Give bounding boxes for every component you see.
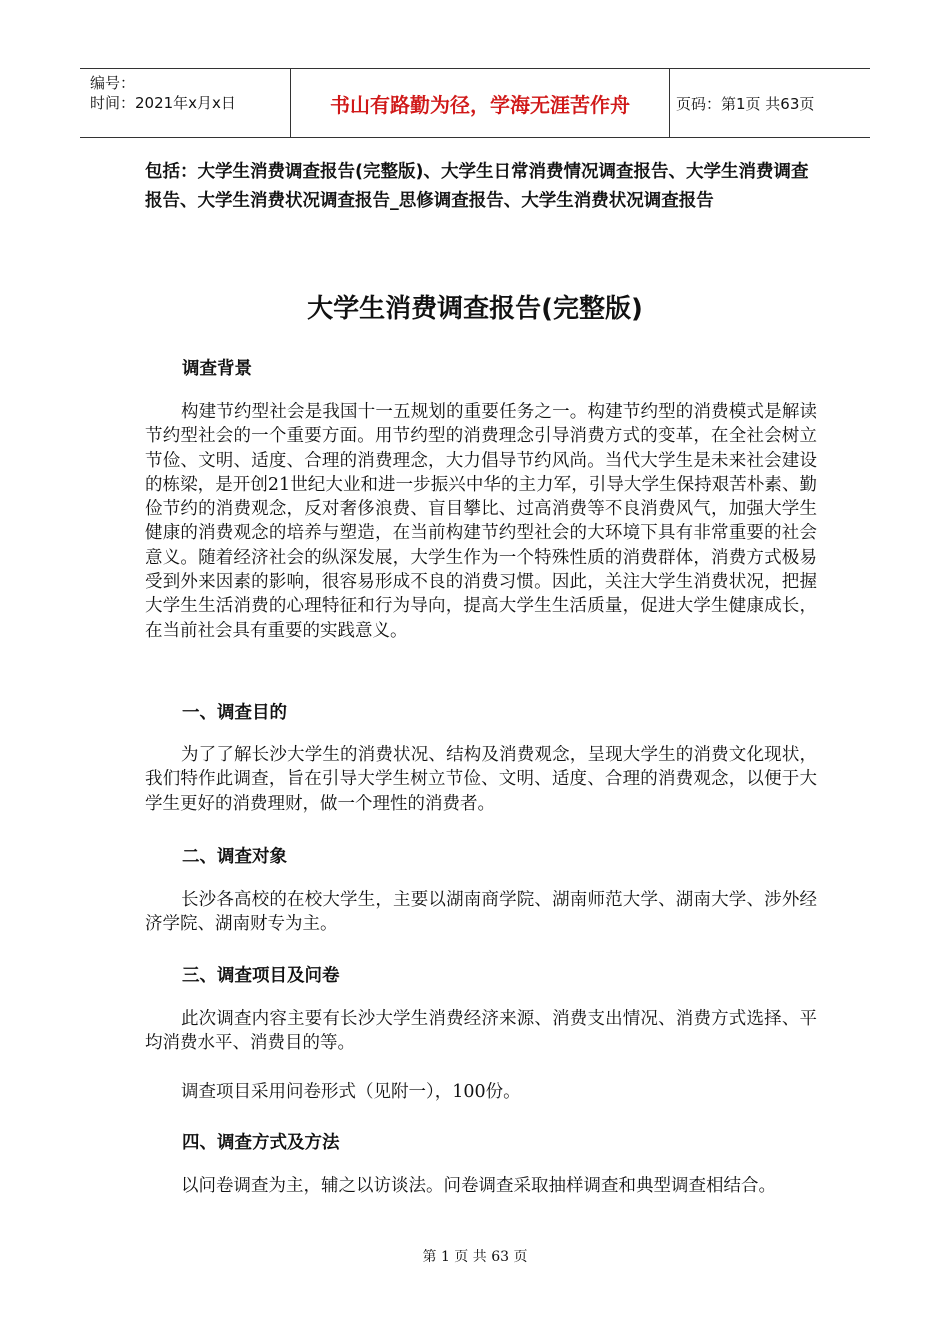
paragraph-background: 构建节约型社会是我国十一五规划的重要任务之一。构建节约型的消费模式是解读节约型社会的一个重要方面。用节约型的消费理念引导消费方式的变革，在全社会树立节俭、文明、适度、合理的消费理念，大力倡导节约风尚。当代大学生是未来社会建设的栋梁，是开创21世纪大业和进一步振兴中华的主力军，引导大学生保持艰苦朴素、勤俭节约的消费观念，反对奢侈浪费、盲目攀比、过高消费等不良消费风气，加强大学生健康的消费观念的培养与塑造，在当前构建节约型社会的大环境下具有非常重要的社会意义。随着经济社会的纵深发展，大学生作为一个特殊性质的消费群体，消费方式极易受到外来因素的影响，很容易形成不良的消费习惯。因此，关注大学生消费状况，把握大学生生活消费的心理特征和行为导向，提高大学生生活质量，促进大学生健康成长，在当前社会具有重要的实践意义。 [145, 402, 817, 641]
section-heading-method: 四、调查方式及方法 [182, 1133, 340, 1153]
page-footer: 第 1 页 共 63 页 [422, 1249, 528, 1265]
paragraph-method: 以问卷调查为主，辅之以访谈法。问卷调查采取抽样调查和典型调查相结合。 [181, 1176, 776, 1196]
paragraph-items-1: 此次调查内容主要有长沙大学生消费经济来源、消费支出情况、消费方式选择、平均消费水平、消费目的等。 [145, 1009, 817, 1054]
header-page-info: 页码：第1页 共63页 [676, 94, 815, 113]
header-motto: 书山有路勤为径，学海无涯苦作舟 [291, 69, 670, 137]
document-time: 时间：2021年x月x日 [90, 94, 236, 112]
document-title: 大学生消费调查报告(完整版) [307, 294, 643, 324]
paragraph-items-2: 调查项目采用问卷形式（见附一），100份。 [181, 1082, 521, 1102]
includes-list: 包括：大学生消费调查报告(完整版)、大学生日常消费情况调查报告、大学生消费调查报告、大学生消费状况调查报告_思修调查报告、大学生消费状况调查报告 [145, 162, 809, 211]
section-heading-items: 三、调查项目及问卷 [182, 966, 340, 986]
section-heading-purpose: 一、调查目的 [182, 703, 287, 723]
page-header [80, 68, 870, 138]
document-number-label: 编号： [90, 74, 136, 92]
section-heading-object: 二、调查对象 [182, 847, 287, 867]
paragraph-object: 长沙各高校的在校大学生，主要以湖南商学院、湖南师范大学、湖南大学、涉外经济学院、湖南财专为主。 [145, 890, 817, 935]
section-heading-background: 调查背景 [182, 359, 252, 379]
paragraph-purpose: 为了了解长沙大学生的消费状况、结构及消费观念，呈现大学生的消费文化现状，我们特作此调查，旨在引导大学生树立节俭、文明、适度、合理的消费观念，以便于大学生更好的消费理财，做一个理性的消费者。 [145, 745, 817, 814]
header-meta [80, 69, 291, 137]
